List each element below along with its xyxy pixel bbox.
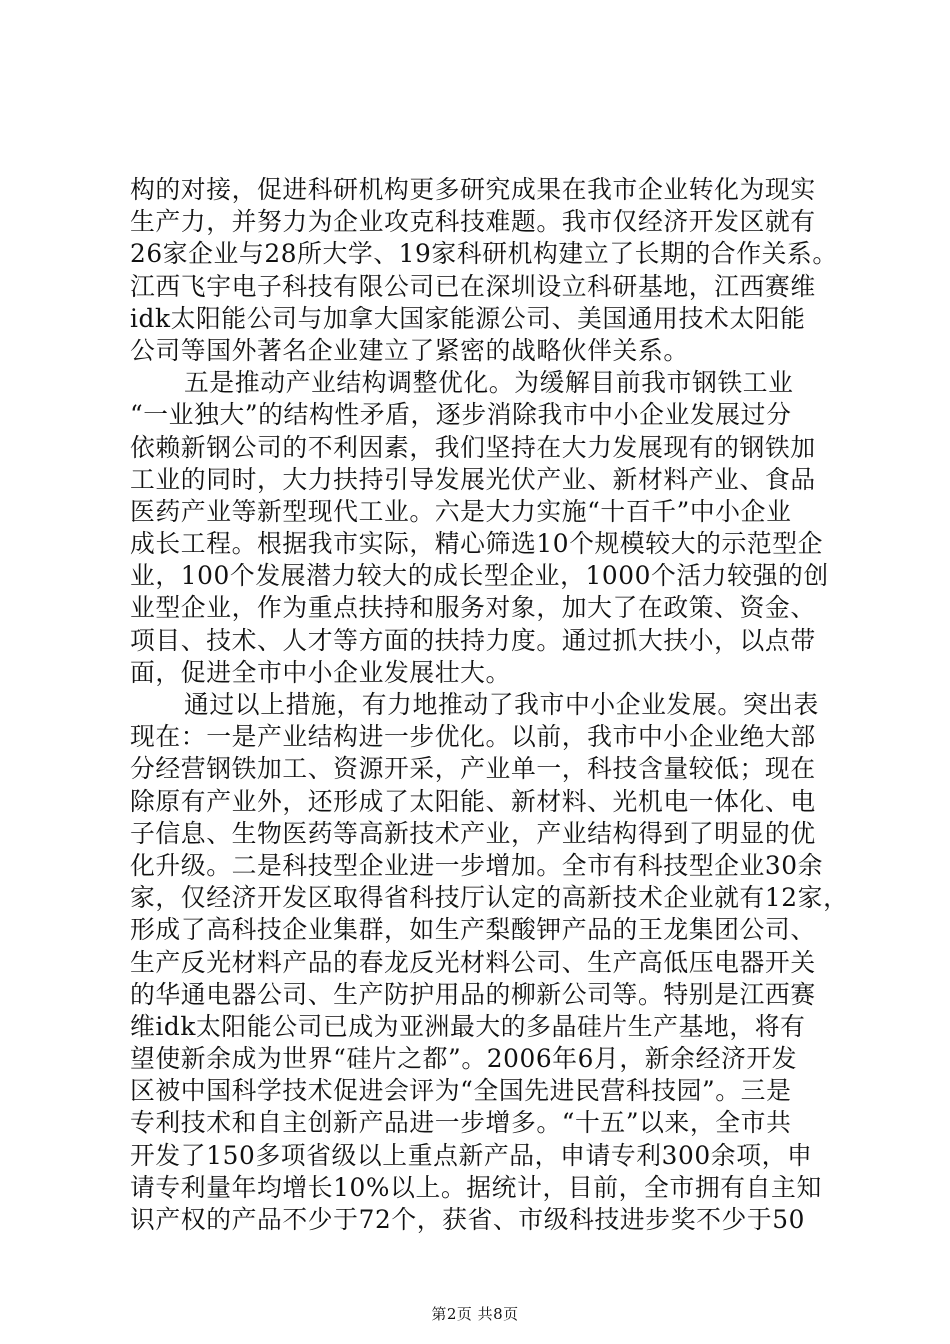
- text-line: 生产力，并努力为企业攻克科技难题。我市仅经济开发区就有: [130, 207, 816, 237]
- text-line: 除原有产业外，还形成了太阳能、新材料、光机电一体化、电: [130, 786, 816, 816]
- text-line: 子信息、生物医药等高新技术产业，产业结构得到了明显的优: [130, 818, 816, 848]
- text-line: 生产反光材料产品的春龙反光材料公司、生产高低压电器开关: [130, 947, 816, 977]
- text-line: “一业独大”的结构性矛盾，逐步消除我市中小企业发展过分: [130, 400, 792, 430]
- text-line: 江西飞宇电子科技有限公司已在深圳设立科研基地，江西赛维: [130, 271, 816, 301]
- text-line: 专利技术和自主创新产品进一步增多。“十五”以来，全市共: [130, 1108, 792, 1138]
- text-line: 识产权的产品不少于72个，获省、市级科技进步奖不少于50: [130, 1205, 806, 1234]
- text-line: 项目、技术、人才等方面的扶持力度。通过抓大扶小，以点带: [130, 625, 816, 655]
- text-line: 公司等国外著名企业建立了紧密的战略伙伴关系。: [130, 335, 689, 365]
- text-line: 家，仅经济开发区取得省科技厅认定的高新技术企业就有12家，: [130, 883, 849, 913]
- text-line: idk太阳能公司与加拿大国家能源公司、美国通用技术太阳能: [130, 303, 806, 333]
- text-line: 区被中国科学技术促进会评为“全国先进民营科技园”。三是: [130, 1076, 792, 1106]
- paragraph-start-line: 五是推动产业结构调整优化。为缓解目前我市钢铁工业: [184, 368, 794, 398]
- text-line: 成长工程。根据我市实际，精心筛选10个规模较大的示范型企: [130, 529, 824, 559]
- text-line: 26家企业与28所大学、19家科研机构建立了长期的合作关系。: [130, 239, 838, 269]
- text-line: 医药产业等新型现代工业。六是大力实施“十百千”中小企业: [130, 496, 792, 526]
- text-line: 维idk太阳能公司已成为亚洲最大的多晶硅片生产基地，将有: [130, 1011, 806, 1041]
- text-line: 业型企业，作为重点扶持和服务对象，加大了在政策、资金、: [130, 593, 816, 623]
- text-line: 请专利量年均增长10%以上。据统计，目前，全市拥有自主知: [130, 1172, 822, 1202]
- text-line: 现在：一是产业结构进一步优化。以前，我市中小企业绝大部: [130, 722, 816, 752]
- text-line: 工业的同时，大力扶持引导发展光伏产业、新材料产业、食品: [130, 464, 816, 494]
- text-line: 构的对接，促进科研机构更多研究成果在我市企业转化为现实: [130, 175, 816, 204]
- text-line: 面，促进全市中小企业发展壮大。: [130, 657, 511, 687]
- page-footer: 第2页 共8页: [431, 1305, 519, 1323]
- text-line: 分经营钢铁加工、资源开采，产业单一，科技含量较低；现在: [130, 754, 816, 784]
- text-line: 望使新余成为世界“硅片之都”。2006年6月，新余经济开发: [130, 1044, 798, 1074]
- text-line: 的华通电器公司、生产防护用品的柳新公司等。特别是江西赛: [130, 979, 816, 1009]
- body-text: [130, 174, 849, 1236]
- text-line: 业，100个发展潜力较大的成长型企业，1000个活力较强的创: [130, 561, 829, 591]
- paragraph-start-line: 通过以上措施，有力地推动了我市中小企业发展。突出表: [184, 690, 819, 719]
- text-line: 开发了150多项省级以上重点新产品，申请专利300余项，申: [130, 1140, 813, 1170]
- text-line: 化升级。二是科技型企业进一步增加。全市有科技型企业30余: [130, 850, 824, 880]
- text-line: 依赖新钢公司的不利因素，我们坚持在大力发展现有的钢铁加: [130, 432, 816, 462]
- text-line: 形成了高科技企业集群，如生产梨酸钾产品的王龙集团公司、: [130, 915, 816, 945]
